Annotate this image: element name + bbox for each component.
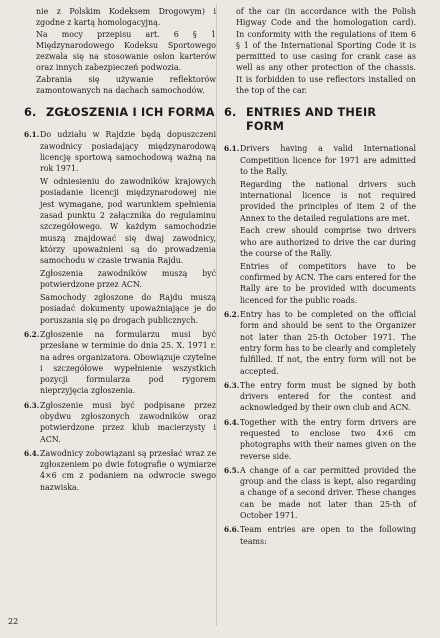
right-paragraph-6-4 bbox=[224, 417, 416, 462]
left-6-1-text-4: Samochody zgłoszone do Rajdu muszą posiadać dokumenty upoważniające je do poruszania się po drogach publicznych. bbox=[40, 293, 216, 325]
right-section-title: ENTRIES AND THEIR FORM bbox=[246, 106, 377, 134]
left-paragraph-number: 6.2. bbox=[24, 329, 40, 339]
column-divider bbox=[216, 4, 217, 626]
right-6-3-text: The entry form must be signed by both drivers entered for the contest and acknowledged by their own club and ACN. bbox=[240, 380, 416, 413]
right-section-number: 6. bbox=[224, 106, 237, 120]
left-section-heading bbox=[24, 106, 216, 120]
right-paragraph-number: 6.2. bbox=[224, 310, 240, 320]
right-6-6-text: Team entries are open to the following teams: bbox=[240, 525, 416, 546]
left-paragraph-number: 6.4. bbox=[24, 448, 40, 458]
right-paragraph-number: 6.5. bbox=[224, 465, 240, 475]
right-paragraph-number: 6.4. bbox=[224, 417, 240, 427]
left-intro-text-2: Na mocy przepisu art. 6 § 1 Międzynarodowego Kodeksu Sportowego zezwala się na stosowanie osłon karterów oraz innych zabezpieczeń podwozia. bbox=[36, 29, 216, 73]
left-6-1-text-2: W odniesieniu do zawodników krajowych posiadanie licencji międzynarodowej nie jest wymagane, pod warunkiem spełnienia zasad punktu 2 załącznika do regulaminu szczegółowego. W każdym samochodzie muszą znajdować się dwaj zawodnicy, którzy upoważnieni są do prowadzenia samochodu w czasie trwania Rajdu. bbox=[40, 177, 216, 266]
right-paragraph-6-1 bbox=[224, 143, 416, 306]
left-paragraph-number: 6.1. bbox=[24, 130, 40, 140]
left-6-3-text: Zgłoszenie musi być podpisane przez obydwu zgłoszonych zawodników oraz potwierdzone przez klub macierzysty i ACN. bbox=[40, 400, 216, 444]
right-section-heading bbox=[224, 106, 416, 134]
right-paragraph-6-2 bbox=[224, 309, 416, 377]
left-paragraph-6-3 bbox=[24, 400, 216, 445]
right-6-1-text-3: Each crew should comprise two drivers who are authorized to drive the car during the course of the Rally. bbox=[240, 226, 416, 259]
polish-column bbox=[24, 6, 216, 496]
left-section-number: 6. bbox=[24, 106, 37, 120]
right-6-1-text-2: Regarding the national drivers such international licence is not required provided the principles of item 2 of the Annex to the detailed regulations are met. bbox=[240, 179, 416, 223]
right-6-1-text-1: Drivers having a valid International Competition licence for 1971 are admitted to the Rally. bbox=[240, 144, 416, 176]
left-6-1-text-1: Do udziału w Rajdzie będą dopuszczeni zawodnicy posiadający międzynarodową licencję sportową samochodową ważną na rok 1971. bbox=[40, 130, 216, 174]
right-6-1-text-4: Entries of competitors have to be confirmed by ACN. The cars entered for the Rally are to be provided with documents licenced for the public roads. bbox=[240, 261, 416, 305]
english-column bbox=[224, 6, 416, 550]
left-intro-text-1: nie z Polskim Kodeksem Drogowym) i zgodne z kartą homologacyjną. bbox=[36, 7, 216, 28]
left-6-2-text: Zgłoszenie na formularzu musi być przesłane w terminie do dnia 25. X. 1971 r. na adres organizatora. Obowiązuje czytelne i szczegółowe wypełnienie wszystkich pozycji formularza pod rygorem nieprzyjęcia zgłoszenia. bbox=[40, 329, 216, 396]
right-paragraph-6-3 bbox=[224, 380, 416, 414]
right-paragraph-6-5 bbox=[224, 465, 416, 521]
left-paragraph-6-2 bbox=[24, 329, 216, 397]
right-paragraph-number: 6.1. bbox=[224, 144, 240, 154]
left-6-4-text: Zawodnicy zobowiązani są przesłać wraz ze zgłoszeniem po dwie fotografie o wymiarze 4×6 cm z podaniem na odwrocie swego nazwiska. bbox=[40, 448, 216, 492]
right-paragraph-6-6 bbox=[224, 524, 416, 547]
right-paragraph-number: 6.6. bbox=[224, 525, 240, 535]
right-paragraph-number: 6.3. bbox=[224, 380, 240, 390]
left-paragraph-6-4 bbox=[24, 448, 216, 493]
right-6-4-text: Together with the entry form drivers are requested to enclose two 4×6 cm photographs with their names given on the reverse side. bbox=[240, 417, 416, 461]
right-6-5-text: A change of a car permitted provided the group and the class is kept, also regarding a change of a second driver. These changes can be made not later than 25-th of October 1971. bbox=[240, 465, 416, 521]
left-paragraph-6-1 bbox=[24, 129, 216, 326]
right-6-2-text: Entry has to be completed on the official form and should be sent to the Organizer not later than 25-th October 1971. The entry form has to be clearly and completely fulfilled. If not, the entry form will not be accepted. bbox=[240, 310, 416, 376]
right-intro-text: of the car (in accordance with the Polish Higway Code and the homologation card). In conformity with the regulations of item 6 § 1 of the International Sporting Code it is permitted to use casing for crank case as well as any other protection of the chassis. It is forbidden to use reflectors installed on the top of the car. bbox=[236, 7, 416, 96]
left-section-title: ZGŁOSZENIA I ICH FORMA bbox=[46, 106, 215, 120]
left-intro-text-3: Zabrania się używanie reflektorów zamontowanych na dachach samochodów. bbox=[36, 74, 216, 96]
left-6-1-text-3: Zgłoszenia zawodników muszą być potwierdzone przez ACN. bbox=[40, 268, 216, 290]
page-number: 22 bbox=[8, 617, 19, 626]
left-paragraph-number: 6.3. bbox=[24, 400, 40, 410]
left-intro bbox=[24, 6, 216, 96]
